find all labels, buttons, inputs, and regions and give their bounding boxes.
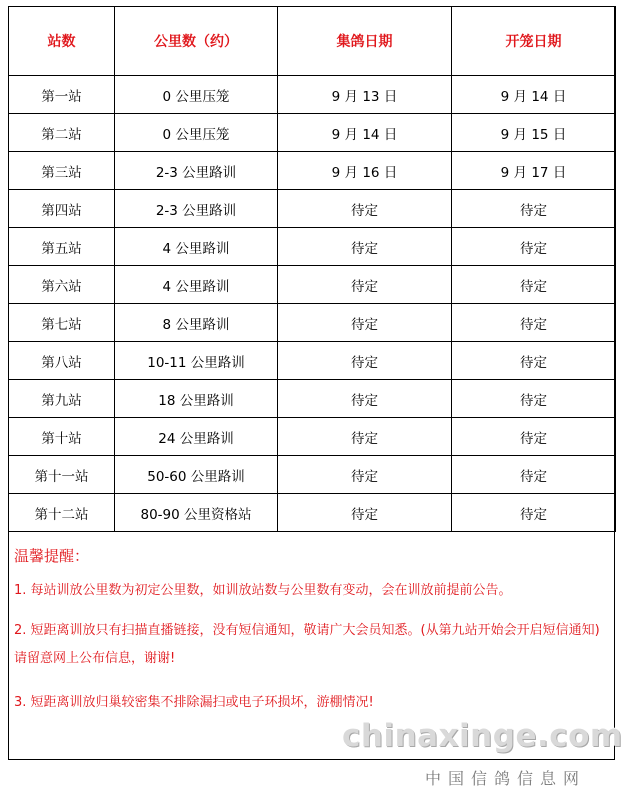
table-row bbox=[9, 342, 616, 380]
cell-distance: 80-90 公里资格站 bbox=[115, 494, 278, 532]
cell-station: 第十一站 bbox=[9, 456, 115, 494]
cell-distance: 2-3 公里路训 bbox=[115, 152, 278, 190]
header-distance: 公里数（约） bbox=[115, 7, 278, 76]
cell-release-date: 待定 bbox=[452, 190, 616, 228]
table-row bbox=[9, 114, 616, 152]
cell-station: 第一站 bbox=[9, 76, 115, 114]
header-collect-date: 集鸽日期 bbox=[278, 7, 452, 76]
table-row bbox=[9, 494, 616, 532]
table-row bbox=[9, 266, 616, 304]
cell-station: 第十站 bbox=[9, 418, 115, 456]
cell-distance: 24 公里路训 bbox=[115, 418, 278, 456]
cell-distance: 10-11 公里路训 bbox=[115, 342, 278, 380]
cell-collect-date: 待定 bbox=[278, 228, 452, 266]
cell-collect-date: 9 月 16 日 bbox=[278, 152, 452, 190]
cell-station: 第三站 bbox=[9, 152, 115, 190]
cell-distance: 4 公里路训 bbox=[115, 266, 278, 304]
cell-release-date: 待定 bbox=[452, 494, 616, 532]
cell-distance: 18 公里路训 bbox=[115, 380, 278, 418]
cell-distance: 4 公里路训 bbox=[115, 228, 278, 266]
cell-release-date: 9 月 14 日 bbox=[452, 76, 616, 114]
cell-station: 第五站 bbox=[9, 228, 115, 266]
cell-station: 第六站 bbox=[9, 266, 115, 304]
cell-station: 第四站 bbox=[9, 190, 115, 228]
cell-collect-date: 待定 bbox=[278, 380, 452, 418]
cell-distance: 8 公里路训 bbox=[115, 304, 278, 342]
cell-collect-date: 待定 bbox=[278, 266, 452, 304]
table-row bbox=[9, 152, 616, 190]
table-row bbox=[9, 76, 616, 114]
training-schedule-table bbox=[8, 6, 616, 532]
reminder-item-3: 3. 短距离训放归巢较密集不排除漏扫或电子环损坏，游棚情况! bbox=[14, 695, 374, 710]
cell-release-date: 待定 bbox=[452, 418, 616, 456]
header-station: 站数 bbox=[9, 7, 115, 76]
table-row bbox=[9, 190, 616, 228]
cell-station: 第十二站 bbox=[9, 494, 115, 532]
cell-collect-date: 9 月 13 日 bbox=[278, 76, 452, 114]
reminder-item-2: 2. 短距离训放只有扫描直播链接，没有短信通知，敬请广大会员知悉。(从第九站开始会开启短信通知)请留意网上公布信息，谢谢! bbox=[14, 623, 600, 666]
watermark-text: chinaxinge.com bbox=[342, 718, 623, 754]
cell-collect-date: 待定 bbox=[278, 494, 452, 532]
table-row bbox=[9, 380, 616, 418]
cell-station: 第二站 bbox=[9, 114, 115, 152]
cell-release-date: 9 月 17 日 bbox=[452, 152, 616, 190]
reminder-item-1: 1. 每站训放公里数为初定公里数，如训放站数与公里数有变动，会在训放前提前公告。 bbox=[14, 583, 512, 598]
reminder-title: 温馨提醒： bbox=[14, 547, 90, 565]
cell-collect-date: 待定 bbox=[278, 304, 452, 342]
cell-release-date: 待定 bbox=[452, 304, 616, 342]
cell-distance: 0 公里压笼 bbox=[115, 76, 278, 114]
cell-collect-date: 待定 bbox=[278, 456, 452, 494]
cell-release-date: 待定 bbox=[452, 342, 616, 380]
watermark-site-name: 中国信鸽信息网 bbox=[425, 769, 587, 788]
cell-station: 第八站 bbox=[9, 342, 115, 380]
cell-collect-date: 待定 bbox=[278, 190, 452, 228]
cell-collect-date: 待定 bbox=[278, 418, 452, 456]
cell-station: 第七站 bbox=[9, 304, 115, 342]
cell-collect-date: 9 月 14 日 bbox=[278, 114, 452, 152]
cell-distance: 2-3 公里路训 bbox=[115, 190, 278, 228]
cell-release-date: 待定 bbox=[452, 266, 616, 304]
table-row bbox=[9, 228, 616, 266]
cell-station: 第九站 bbox=[9, 380, 115, 418]
cell-collect-date: 待定 bbox=[278, 342, 452, 380]
table-row bbox=[9, 418, 616, 456]
table-header-row bbox=[9, 7, 616, 76]
cell-release-date: 待定 bbox=[452, 380, 616, 418]
table-row bbox=[9, 456, 616, 494]
cell-release-date: 待定 bbox=[452, 228, 616, 266]
cell-distance: 0 公里压笼 bbox=[115, 114, 278, 152]
cell-release-date: 9 月 15 日 bbox=[452, 114, 616, 152]
cell-release-date: 待定 bbox=[452, 456, 616, 494]
header-release-date: 开笼日期 bbox=[452, 7, 616, 76]
table-row bbox=[9, 304, 616, 342]
cell-distance: 50-60 公里路训 bbox=[115, 456, 278, 494]
